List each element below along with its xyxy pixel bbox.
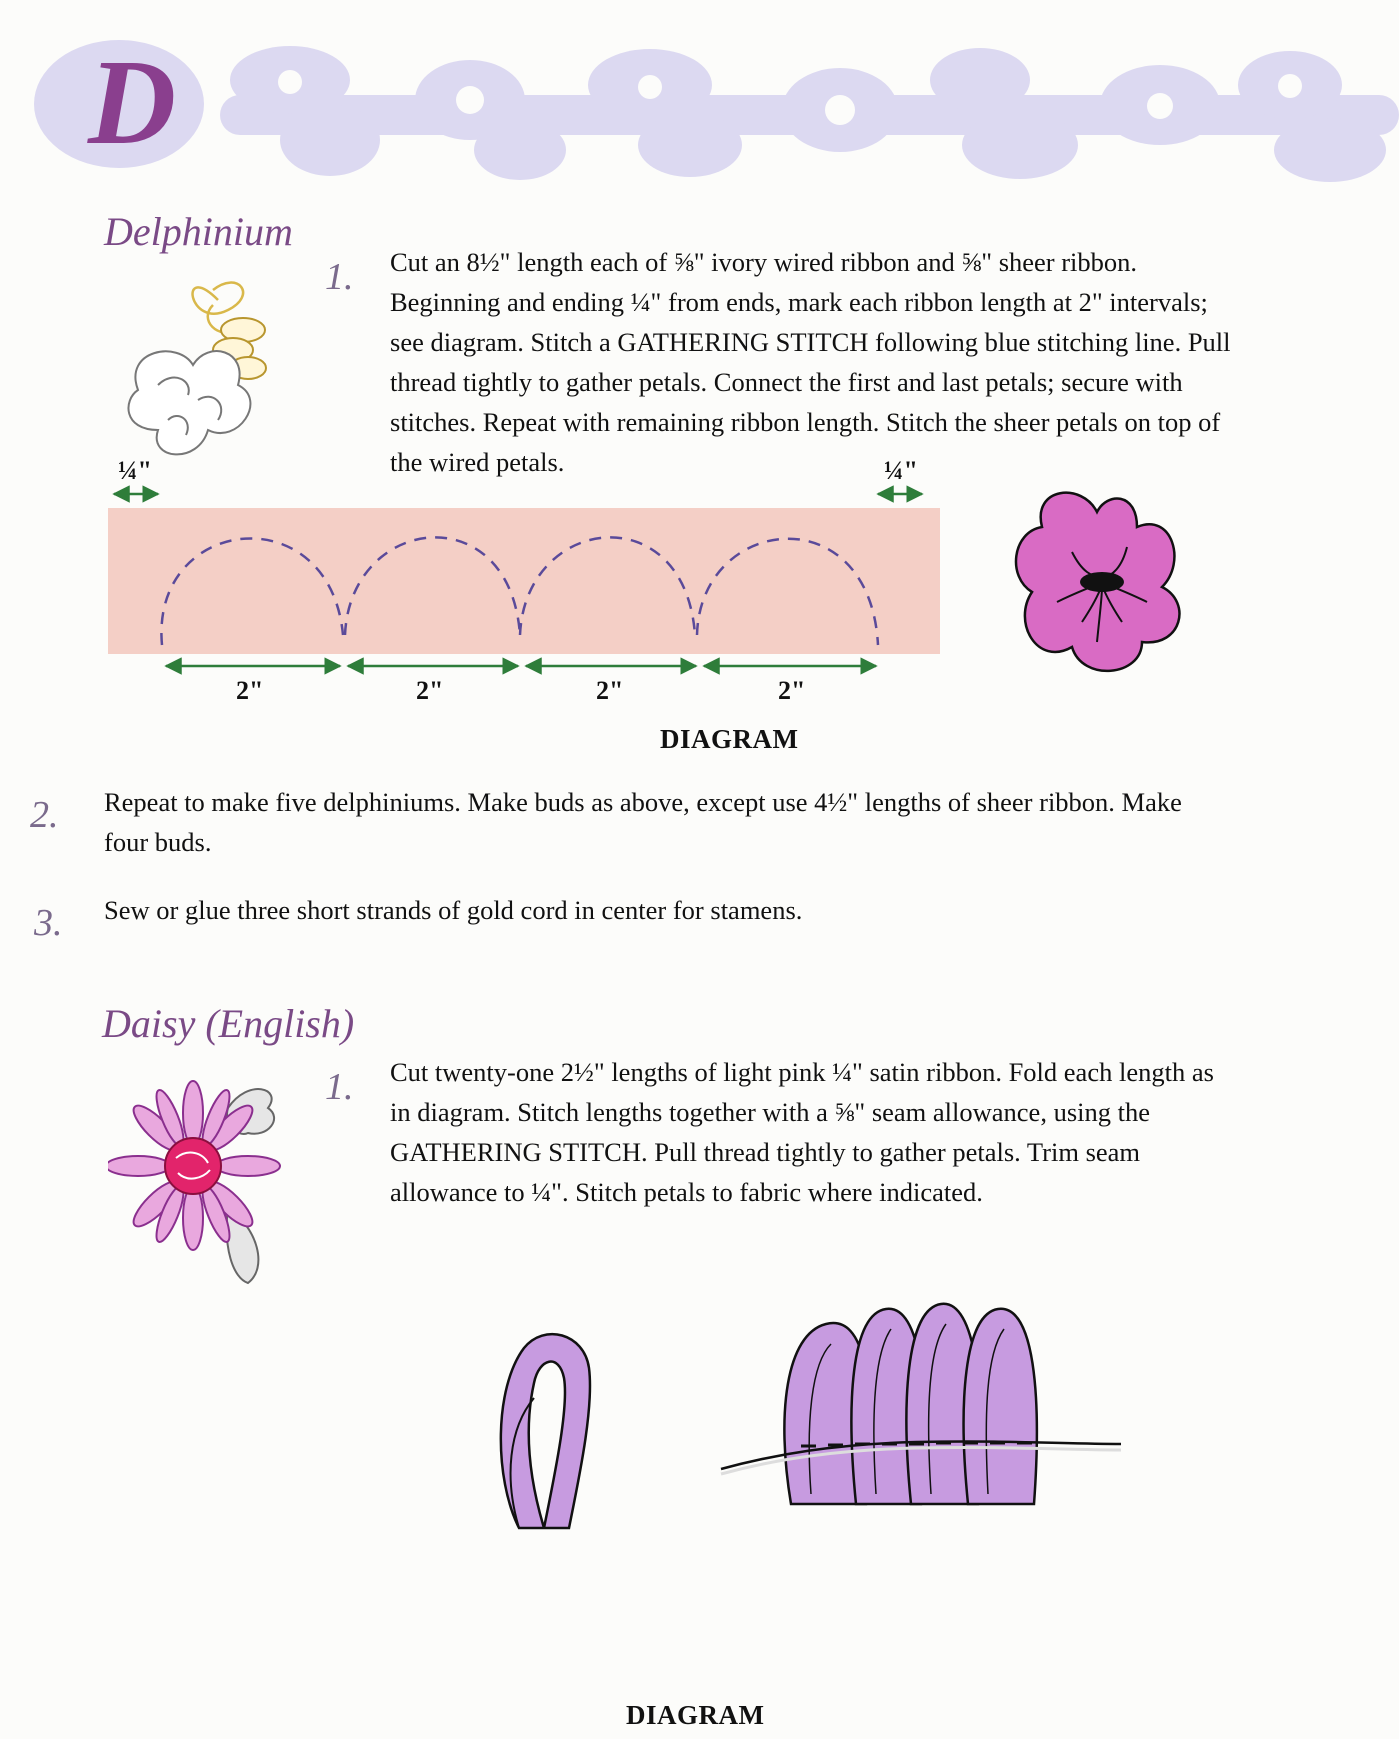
- delphinium-flower-illustration: [1012, 482, 1190, 680]
- delphinium-ribbon-diagram: [100, 455, 960, 710]
- delphinium-step-2-text: Repeat to make five delphiniums. Make buds as above, except use 4½" lengths of sheer ribbon. Make four buds.: [104, 787, 1182, 857]
- section-letter: D: [88, 35, 177, 170]
- stitched-petals-illustration: [716, 1294, 1126, 1524]
- delphinium-step-1-text: Cut an 8½" length each of ⅝" ivory wired ribbon and ⅝" sheer ribbon. Beginning and ending ¼" from ends, mark each ribbon length at 2" intervals; see diagram. Stitch a GATHERING STITCH following blue stitching line. Pull thread tightly to gather petals. Connect the first and last petals; secure with stitches. Repeat with remaining ribbon length. Stitch the sheer petals on top of the wired petals.: [390, 247, 1231, 477]
- delphinium-step-1-number: 1.: [325, 256, 354, 298]
- delphinium-title: Delphinium: [104, 209, 293, 254]
- daisy-step-1-number: 1.: [325, 1066, 354, 1108]
- interval-label-3: 2": [596, 676, 624, 705]
- interval-label-1: 2": [236, 676, 264, 705]
- interval-label-4: 2": [778, 676, 806, 705]
- delphinium-diagram-label: DIAGRAM: [660, 724, 799, 754]
- folded-ribbon-illustration: [484, 1328, 604, 1538]
- delphinium-step-3-text: Sew or glue three short strands of gold cord in center for stamens.: [104, 895, 803, 925]
- delphinium-step-3-number: 3.: [34, 902, 63, 944]
- daisy-diagram-label: DIAGRAM: [626, 1700, 765, 1730]
- floral-border-decoration: [220, 40, 1399, 190]
- daisy-illustration: [108, 1078, 308, 1298]
- delphinium-step-2-number: 2.: [30, 794, 59, 836]
- edge-label-left: ¼": [118, 456, 152, 485]
- daisy-step-1-text: Cut twenty-one 2½" lengths of light pink ¼" satin ribbon. Fold each length as in diagram. Stitch lengths together with a ⅝" seam allowance, using the GATHERING STITCH. Pull thread tightly to gather petals. Trim seam allowance to ¼". Stitch petals to fabric where indicated.: [390, 1057, 1214, 1207]
- edge-label-right: ¼": [884, 456, 918, 485]
- ribbon-band: [108, 508, 940, 654]
- daisy-title: Daisy (English): [102, 1001, 355, 1046]
- interval-label-2: 2": [416, 676, 444, 705]
